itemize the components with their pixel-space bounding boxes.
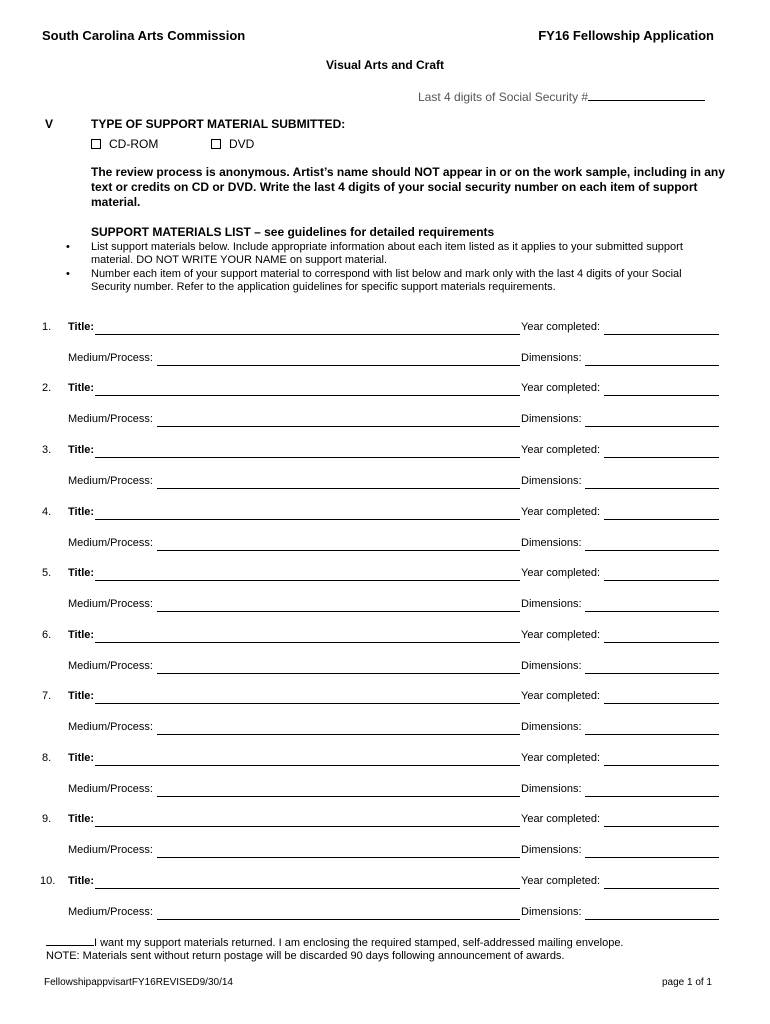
year-label: Year completed: [521,875,601,887]
year-label: Year completed: [521,629,601,641]
dimensions-label: Dimensions: [521,537,582,549]
item-4-medium-row [0,537,770,557]
medium-label: Medium/Process: [68,475,153,487]
medium-input[interactable] [157,673,520,674]
medium-label: Medium/Process: [68,537,153,549]
item-1-title-row [0,321,770,341]
cdrom-label: CD-ROM [109,137,159,151]
year-label: Year completed: [521,690,601,702]
item-6-title-row [0,629,770,649]
medium-label: Medium/Process: [68,352,153,364]
year-input[interactable] [604,580,719,581]
item-number: 8. [42,752,52,764]
medium-input[interactable] [157,734,520,735]
title-label: Title: [68,752,95,764]
item-3-medium-row [0,475,770,495]
title-input[interactable] [95,765,520,766]
return-initial-line[interactable] [46,936,94,946]
medium-label: Medium/Process: [68,598,153,610]
year-input[interactable] [604,457,719,458]
medium-label: Medium/Process: [68,844,153,856]
title-label: Title: [68,382,95,394]
year-input[interactable] [604,826,719,827]
item-3-title-row [0,444,770,464]
dimensions-input[interactable] [585,734,719,735]
page-subtitle: Visual Arts and Craft [325,58,445,72]
medium-label: Medium/Process: [68,413,153,425]
dimensions-input[interactable] [585,673,719,674]
item-5-title-row [0,567,770,587]
page-number: page 1 of 1 [661,977,712,988]
year-input[interactable] [604,642,719,643]
medium-input[interactable] [157,919,520,920]
title-input[interactable] [95,457,520,458]
item-number: 9. [42,813,52,825]
medium-input[interactable] [157,550,520,551]
medium-label: Medium/Process: [68,660,153,672]
item-7-title-row [0,690,770,710]
medium-label: Medium/Process: [68,906,153,918]
dvd-label: DVD [229,137,255,151]
title-label: Title: [68,444,95,456]
item-2-title-row [0,382,770,402]
year-label: Year completed: [521,813,601,825]
dvd-checkbox[interactable] [211,139,221,149]
title-label: Title: [68,875,95,887]
year-input[interactable] [604,519,719,520]
option-dvd[interactable] [211,137,254,151]
item-number: 4. [42,506,52,518]
item-2-medium-row [0,413,770,433]
item-7-medium-row [0,721,770,741]
item-1-medium-row [0,352,770,372]
title-input[interactable] [95,395,520,396]
title-input[interactable] [95,888,520,889]
dimensions-label: Dimensions: [521,413,582,425]
item-9-title-row [0,813,770,833]
title-input[interactable] [95,580,520,581]
year-input[interactable] [604,888,719,889]
item-10-medium-row [0,906,770,926]
dimensions-input[interactable] [585,550,719,551]
year-label: Year completed: [521,506,601,518]
title-input[interactable] [95,519,520,520]
cdrom-checkbox[interactable] [91,139,101,149]
dimensions-label: Dimensions: [521,352,582,364]
medium-input[interactable] [157,857,520,858]
document-id: FellowshipappvisartFY16REVISED9/30/14 [44,977,233,988]
item-4-title-row [0,506,770,526]
dimensions-label: Dimensions: [521,721,582,733]
ssn-input-line[interactable] [588,89,705,101]
title-label: Title: [68,813,95,825]
title-label: Title: [68,506,95,518]
title-label: Title: [68,629,95,641]
section-title: TYPE OF SUPPORT MATERIAL SUBMITTED: [91,117,346,131]
item-number: 6. [42,629,52,641]
year-input[interactable] [604,703,719,704]
year-input[interactable] [604,395,719,396]
dimensions-label: Dimensions: [521,475,582,487]
year-label: Year completed: [521,382,601,394]
dimensions-label: Dimensions: [521,906,582,918]
title-label: Title: [68,690,95,702]
title-input[interactable] [95,826,520,827]
item-8-medium-row [0,783,770,803]
item-5-medium-row [0,598,770,618]
medium-input[interactable] [157,796,520,797]
return-text: I want my support materials returned. I am enclosing the required stamped, self-addressed mailing envelope. [94,937,624,949]
section-letter: V [45,117,54,131]
org-name: South Carolina Arts Commission [42,28,246,43]
medium-input[interactable] [157,488,520,489]
support-list-title: SUPPORT MATERIALS LIST – see guidelines for detailed requirements [91,225,495,239]
dimensions-input[interactable] [585,365,719,366]
item-8-title-row [0,752,770,772]
item-number: 10. [40,875,56,887]
item-number: 7. [42,690,52,702]
dimensions-label: Dimensions: [521,598,582,610]
ssn-row [418,89,705,104]
dimensions-input[interactable] [585,488,719,489]
return-row [46,936,624,949]
item-6-medium-row [0,660,770,680]
dimensions-label: Dimensions: [521,783,582,795]
item-number: 3. [42,444,52,456]
ssn-label: Last 4 digits of Social Security # [418,90,589,104]
dimensions-label: Dimensions: [521,844,582,856]
dimensions-input[interactable] [585,919,719,920]
option-cdrom[interactable] [91,137,158,151]
medium-label: Medium/Process: [68,721,153,733]
year-label: Year completed: [521,444,601,456]
postage-note: NOTE: Materials sent without return postage will be discarded 90 days following announcement of awards. [46,950,565,962]
item-number: 1. [42,321,52,333]
bullet-marker: • [66,241,70,253]
bullet-marker: • [66,268,70,280]
item-10-title-row [0,875,770,895]
dimensions-input[interactable] [585,426,719,427]
year-label: Year completed: [521,752,601,764]
item-9-medium-row [0,844,770,864]
year-label: Year completed: [521,321,601,333]
bullet-text-2: Number each item of your support material to correspond with list below and mark only with the last 4 digits of your Social Security number. Refer to the application guidelines for specific support materials requirements. [91,268,682,293]
title-label: Title: [68,321,95,333]
title-input[interactable] [95,703,520,704]
title-label: Title: [68,567,95,579]
year-label: Year completed: [521,567,601,579]
medium-input[interactable] [157,365,520,366]
title-input[interactable] [95,642,520,643]
dimensions-label: Dimensions: [521,660,582,672]
dimensions-input[interactable] [585,857,719,858]
medium-label: Medium/Process: [68,783,153,795]
item-number: 5. [42,567,52,579]
dimensions-input[interactable] [585,796,719,797]
medium-input[interactable] [157,611,520,612]
form-title: FY16 Fellowship Application [538,28,714,43]
anonymity-notice: The review process is anonymous. Artist’s name should NOT appear in or on the work sample, including in any text or credits on CD or DVD. Write the last 4 digits of your social security number on each item of support material. [91,165,725,209]
bullet-text-1: List support materials below. Include appropriate information about each item listed as it applies to your submitted support material. DO NOT WRITE YOUR NAME on support material. [91,241,683,266]
dimensions-input[interactable] [585,611,719,612]
year-input[interactable] [604,334,719,335]
item-number: 2. [42,382,52,394]
year-input[interactable] [604,765,719,766]
title-input[interactable] [95,334,520,335]
medium-input[interactable] [157,426,520,427]
